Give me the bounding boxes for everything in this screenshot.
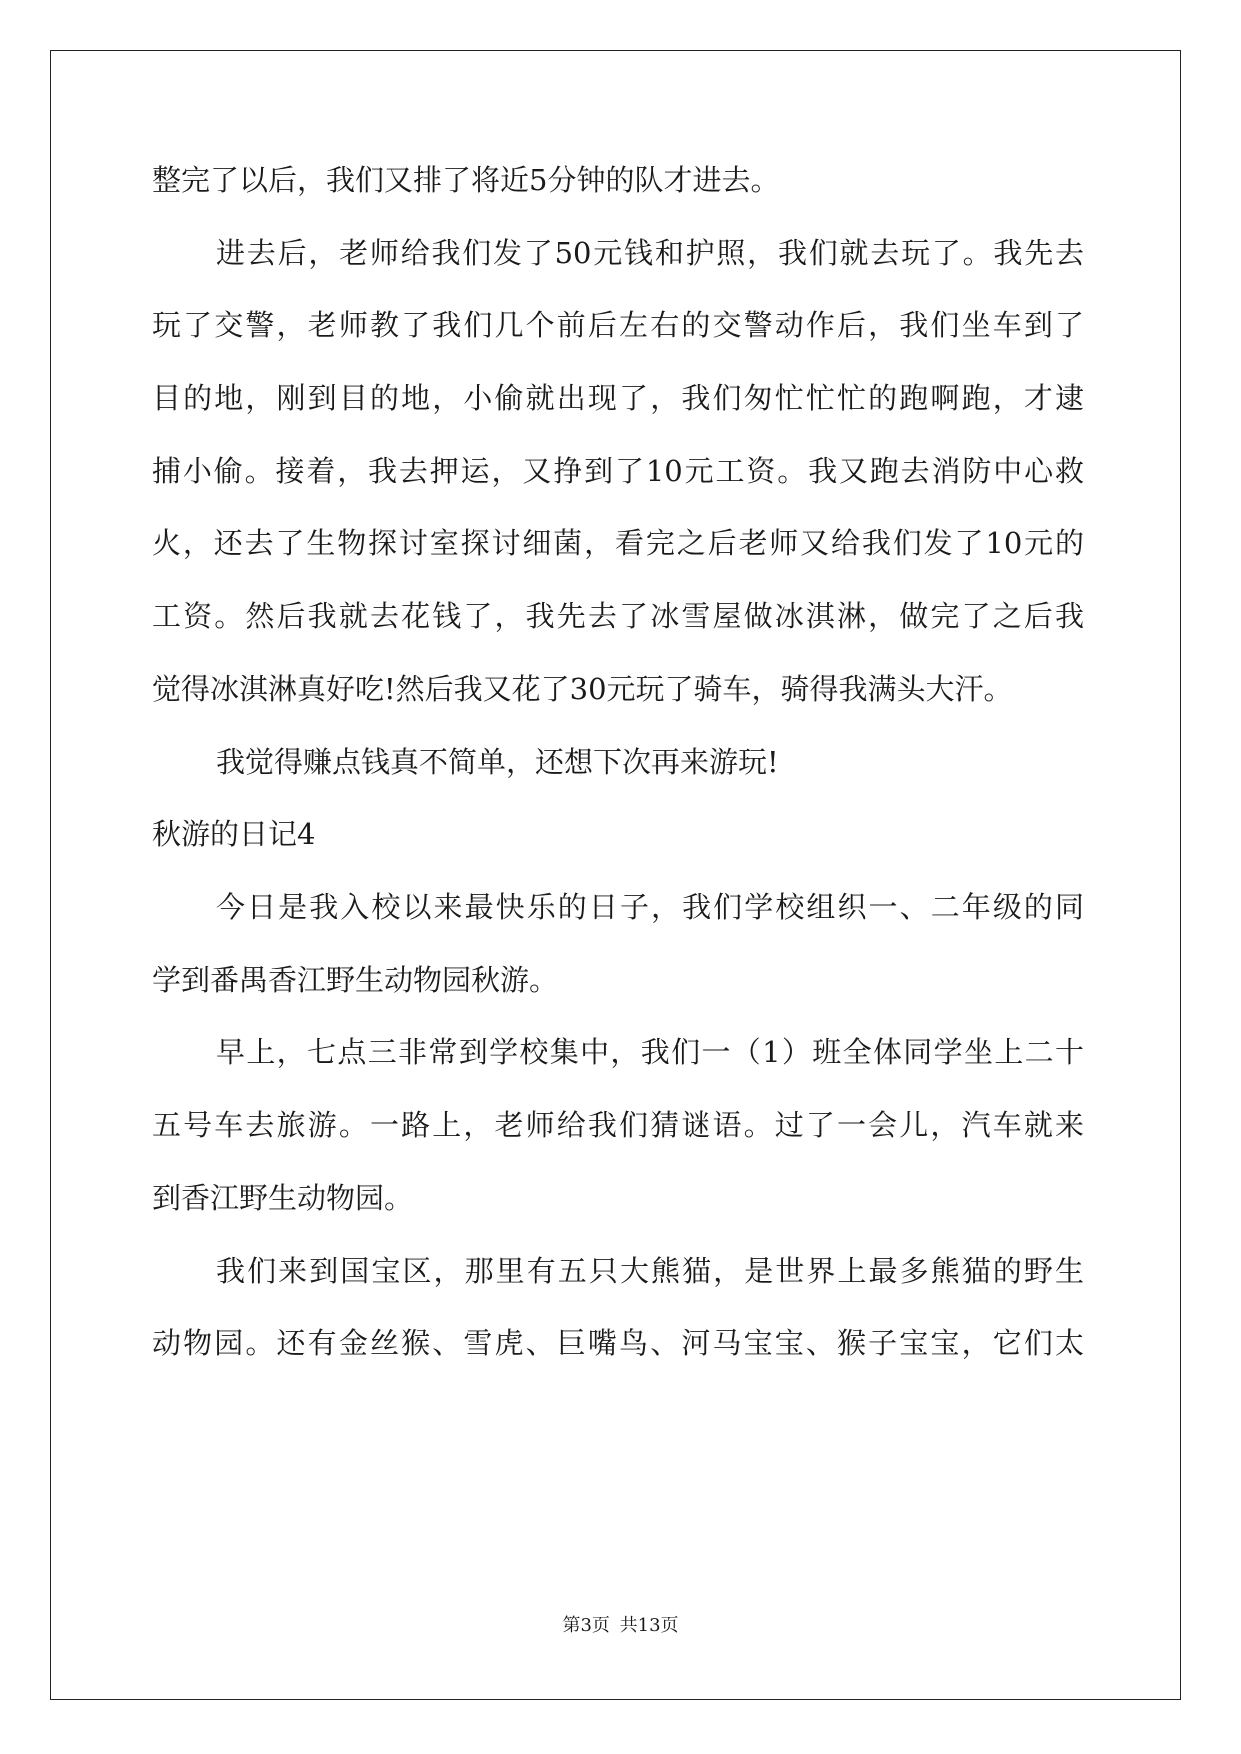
paragraph-line: 五号车去旅游。一路上，老师给我们猜谜语。过了一会儿，汽车就来 — [152, 1108, 1084, 1142]
page-number: 第3页 — [562, 1615, 610, 1636]
paragraph-line: 玩了交警，老师教了我们几个前后左右的交警动作后，我们坐车到了 — [152, 308, 1084, 342]
paragraph-line: 动物园。还有金丝猴、雪虎、巨嘴鸟、河马宝宝、猴子宝宝，它们太 — [152, 1326, 1084, 1360]
paragraph-line: 学到番禺香江野生动物园秋游。 — [152, 963, 559, 997]
page-footer — [0, 1614, 1241, 1638]
paragraph-line: 捕小偷。接着，我去押运，又挣到了10元工资。我又跑去消防中心救 — [152, 454, 1084, 488]
paragraph-line: 到香江野生动物园。 — [152, 1181, 414, 1215]
paragraph-line: 我们来到国宝区，那里有五只大熊猫，是世界上最多熊猫的野生 — [216, 1254, 1084, 1288]
paragraph-line: 目的地，刚到目的地，小偷就出现了，我们匆忙忙忙的跑啊跑，才逮 — [152, 381, 1084, 415]
paragraph-line: 工资。然后我就去花钱了，我先去了冰雪屋做冰淇淋，做完了之后我 — [152, 599, 1084, 633]
paragraph-line: 进去后，老师给我们发了50元钱和护照，我们就去玩了。我先去 — [216, 236, 1084, 270]
paragraph-line: 早上，七点三非常到学校集中，我们一（1）班全体同学坐上二十 — [216, 1035, 1084, 1069]
page-total: 共13页 — [619, 1615, 679, 1636]
paragraph-line: 我觉得赚点钱真不简单，还想下次再来游玩! — [216, 745, 779, 779]
paragraph-line: 觉得冰淇淋真好吃!然后我又花了30元玩了骑车，骑得我满头大汗。 — [152, 672, 1013, 706]
paragraph-line: 火，还去了生物探讨室探讨细菌，看完之后老师又给我们发了10元的 — [152, 526, 1084, 560]
paragraph-line: 整完了以后，我们又排了将近5分钟的队才进去。 — [152, 163, 780, 197]
page-border — [50, 50, 1181, 1700]
section-heading: 秋游的日记4 — [152, 817, 316, 851]
paragraph-line: 今日是我入校以来最快乐的日子，我们学校组织一、二年级的同 — [216, 890, 1084, 924]
